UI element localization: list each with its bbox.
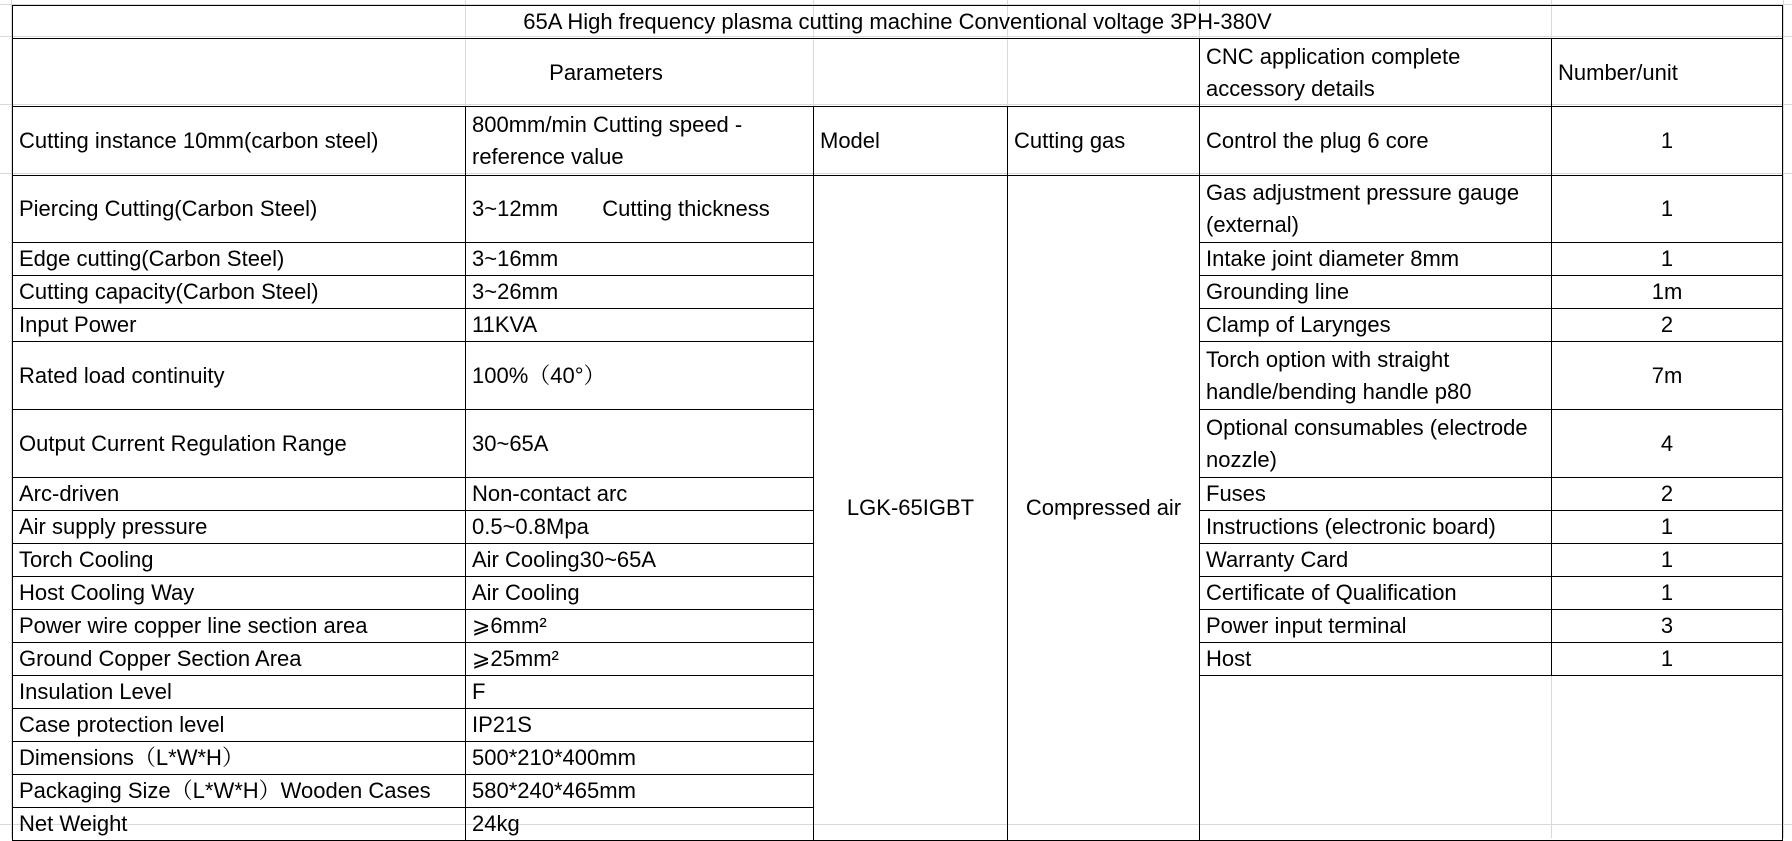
number-unit-header[interactable]: Number/unit xyxy=(1552,39,1783,107)
param-name-cell[interactable]: Rated load continuity xyxy=(13,342,466,410)
param-name-cell[interactable]: Insulation Level xyxy=(13,676,466,709)
accessory-name-cell[interactable]: Warranty Card xyxy=(1200,544,1552,577)
accessory-qty-cell[interactable]: 1 xyxy=(1552,176,1783,243)
empty-accessory-area xyxy=(1200,676,1783,841)
accessory-name-cell[interactable]: Power input terminal xyxy=(1200,610,1552,643)
accessory-name-cell[interactable]: Certificate of Qualification xyxy=(1200,577,1552,610)
param-name-cell[interactable]: Packaging Size（L*W*H）Wooden Cases xyxy=(13,775,466,808)
param-value-cell[interactable]: F xyxy=(466,676,814,709)
param-value-cell[interactable] xyxy=(466,176,814,243)
accessory-name-cell[interactable]: Fuses xyxy=(1200,478,1552,511)
accessory-qty-cell[interactable]: 2 xyxy=(1552,478,1783,511)
param-value-cell[interactable]: 100%（40°） xyxy=(466,342,814,410)
accessory-qty-cell[interactable]: 4 xyxy=(1552,410,1783,478)
accessory-name-cell[interactable]: Control the plug 6 core xyxy=(1200,107,1552,176)
param-value-cell[interactable]: Non-contact arc xyxy=(466,478,814,511)
param-value-cell[interactable]: ⩾25mm² xyxy=(466,643,814,676)
param-name-cell[interactable]: Edge cutting(Carbon Steel) xyxy=(13,243,466,276)
param-value-cell[interactable]: IP21S xyxy=(466,709,814,742)
param-value-cell[interactable]: 0.5~0.8Mpa xyxy=(466,511,814,544)
accessory-qty-cell[interactable]: 1 xyxy=(1552,643,1783,676)
accessory-name-cell[interactable]: Intake joint diameter 8mm xyxy=(1200,243,1552,276)
accessory-header[interactable]: CNC application complete accessory details xyxy=(1200,39,1552,107)
accessory-qty-cell[interactable]: 1 xyxy=(1552,243,1783,276)
accessory-qty-cell[interactable]: 1 xyxy=(1552,511,1783,544)
param-name-cell[interactable]: Case protection level xyxy=(13,709,466,742)
speed-label-cell[interactable]: 800mm/min Cutting speed - reference value xyxy=(466,107,814,176)
param-name-cell[interactable]: Torch Cooling xyxy=(13,544,466,577)
param-name-cell[interactable]: Air supply pressure xyxy=(13,511,466,544)
param-name-cell[interactable]: Input Power xyxy=(13,309,466,342)
param-value-cell[interactable]: 3~26mm xyxy=(466,276,814,309)
gas-value-cell[interactable]: Compressed air xyxy=(1008,176,1200,841)
param-value-cell[interactable]: 24kg xyxy=(466,808,814,841)
param-name-cell[interactable]: Power wire copper line section area xyxy=(13,610,466,643)
accessory-name-cell[interactable]: Optional consumables (electrode nozzle) xyxy=(1200,410,1552,478)
accessory-qty-cell[interactable]: 1 xyxy=(1552,107,1783,176)
param-name-cell[interactable]: Ground Copper Section Area xyxy=(13,643,466,676)
param-name-cell[interactable]: Piercing Cutting(Carbon Steel) xyxy=(13,176,466,243)
model-value-cell[interactable]: LGK-65IGBT xyxy=(814,176,1008,841)
param-value-cell[interactable]: Air Cooling xyxy=(466,577,814,610)
param-name-cell[interactable]: Output Current Regulation Range xyxy=(13,410,466,478)
param-name-cell[interactable]: Arc-driven xyxy=(13,478,466,511)
accessory-qty-cell[interactable]: 1 xyxy=(1552,544,1783,577)
accessory-name-cell[interactable]: Host xyxy=(1200,643,1552,676)
accessory-name-cell[interactable]: Gas adjustment pressure gauge (external) xyxy=(1200,176,1552,243)
accessory-qty-cell[interactable]: 7m xyxy=(1552,342,1783,410)
thickness-label: Cutting thickness xyxy=(602,196,770,221)
accessory-qty-cell[interactable]: 1 xyxy=(1552,577,1783,610)
accessory-name-cell[interactable]: Torch option with straight handle/bending handle p80 xyxy=(1200,342,1552,410)
param-name-cell[interactable]: Dimensions（L*W*H） xyxy=(13,742,466,775)
gas-header[interactable]: Cutting gas xyxy=(1008,107,1200,176)
param-name-cell[interactable]: Cutting capacity(Carbon Steel) xyxy=(13,276,466,309)
cutting-instance-cell[interactable]: Cutting instance 10mm(carbon steel) xyxy=(13,107,466,176)
accessory-qty-cell[interactable]: 1m xyxy=(1552,276,1783,309)
accessory-name-cell[interactable]: Instructions (electronic board) xyxy=(1200,511,1552,544)
param-value-cell[interactable]: 3~16mm xyxy=(466,243,814,276)
param-name-cell[interactable]: Host Cooling Way xyxy=(13,577,466,610)
accessory-name-cell[interactable]: Grounding line xyxy=(1200,276,1552,309)
param-value-cell[interactable]: 11KVA xyxy=(466,309,814,342)
parameters-header[interactable]: Parameters xyxy=(13,39,1200,107)
param-value-cell[interactable]: ⩾6mm² xyxy=(466,610,814,643)
accessory-qty-cell[interactable]: 3 xyxy=(1552,610,1783,643)
param-value-cell[interactable]: 500*210*400mm xyxy=(466,742,814,775)
model-header[interactable]: Model xyxy=(814,107,1008,176)
param-value-cell[interactable]: 30~65A xyxy=(466,410,814,478)
param-value-cell[interactable]: 580*240*465mm xyxy=(466,775,814,808)
param-value-text: 3~12mm xyxy=(472,196,559,221)
table-title[interactable]: 65A High frequency plasma cutting machine Conventional voltage 3PH-380V xyxy=(13,6,1783,39)
accessory-name-cell[interactable]: Clamp of Larynges xyxy=(1200,309,1552,342)
param-name-cell[interactable]: Net Weight xyxy=(13,808,466,841)
spec-table xyxy=(12,5,1783,841)
param-value-cell[interactable]: Air Cooling30~65A xyxy=(466,544,814,577)
accessory-qty-cell[interactable]: 2 xyxy=(1552,309,1783,342)
